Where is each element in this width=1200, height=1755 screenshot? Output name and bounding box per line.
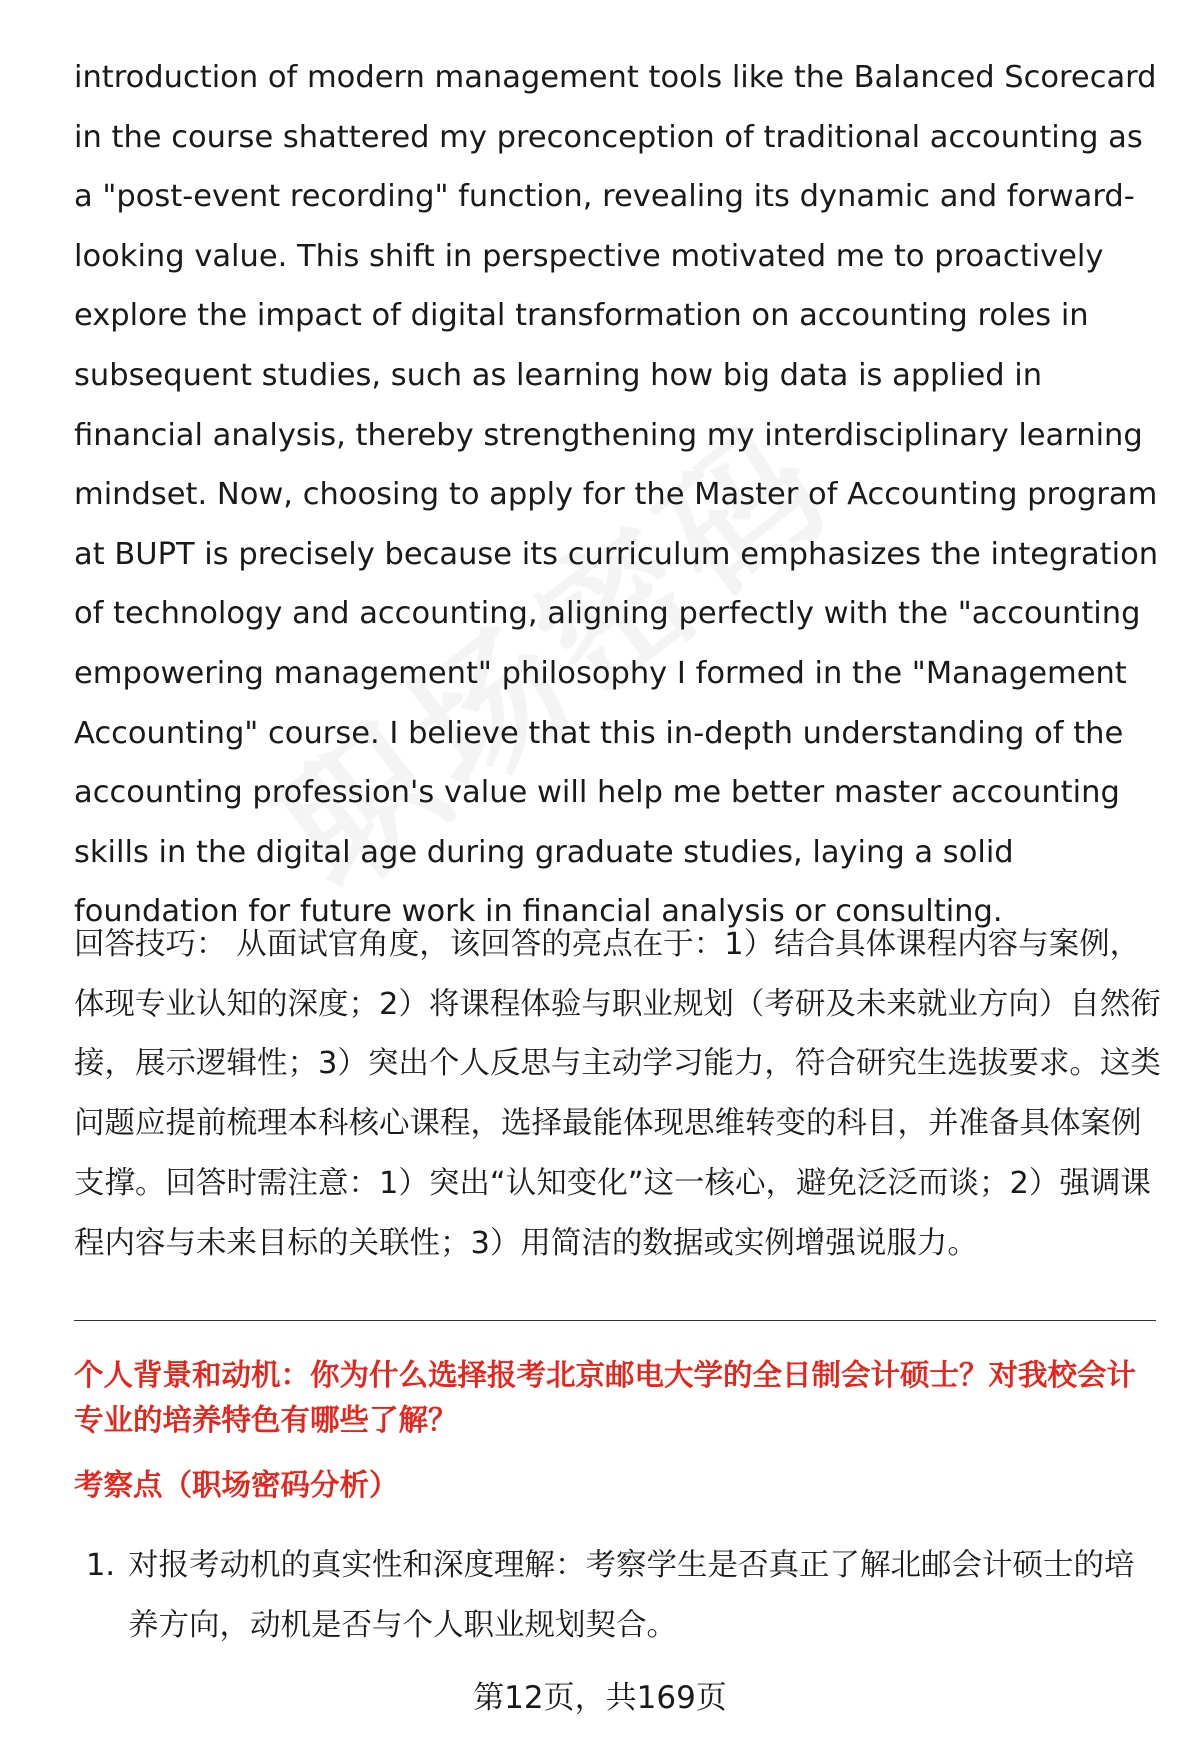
answer-tips-label: 回答技巧：	[74, 927, 227, 962]
section-divider	[74, 1320, 1156, 1321]
list-item-number: 1.	[86, 1548, 116, 1583]
interview-question: 个人背景和动机：你为什么选择报考北京邮电大学的全日制会计硕士？对我校会计专业的培养特色有哪些了解？	[74, 1358, 1137, 1437]
assessment-points-list	[74, 1536, 1164, 1655]
answer-tips-text: 从面试官角度，该回答的亮点在于：1）结合具体课程内容与案例，体现专业认知的深度；2）将课程体验与职业规划（考研及未来就业方向）自然衔接，展示逻辑性；3）突出个人反思与主动学习能力，符合研究生选拔要求。这类问题应提前梳理本科核心课程，选择最能体现思维转变的科目，并准备具体案例支撑。回答时需注意：1）突出“认知变化”这一核心，避免泛泛而谈；2）强调课程内容与未来目标的关联性；3）用简洁的数据或实例增强说服力。	[74, 927, 1161, 1261]
essay-paragraph: introduction of modern management tools like the Balanced Scorecard in the course shattered my preconception of traditional accounting as a "post-event recording" function, revealing its dynamic and forward-looking value. This shift in perspective motivated me to proactively explore the impact of digital transformation on accounting roles in subsequent studies, such as learning how big data is applied in financial analysis, thereby strengthening my interdisciplinary learning mindset. Now, choosing to apply for the Master of Accounting program at BUPT is precisely because its curriculum emphasizes the integration of technology and accounting, aligning perfectly with the "accounting empowering management" philosophy I formed in the "Management Accounting" course. I believe that this in-depth understanding of the accounting profession's value will help me better master accounting skills in the digital age during graduate studies, laying a solid foundation for future work in financial analysis or consulting.	[74, 60, 1159, 930]
list-item	[74, 1536, 1164, 1655]
answer-tips-paragraph	[74, 915, 1164, 1273]
page-number: 第12页，共169页	[473, 1680, 727, 1716]
list-item-text: 对报考动机的真实性和深度理解：考察学生是否真正了解北邮会计硕士的培养方向，动机是否与个人职业规划契合。	[128, 1548, 1135, 1643]
assessment-points-heading: 考察点（职场密码分析）	[74, 1468, 399, 1502]
